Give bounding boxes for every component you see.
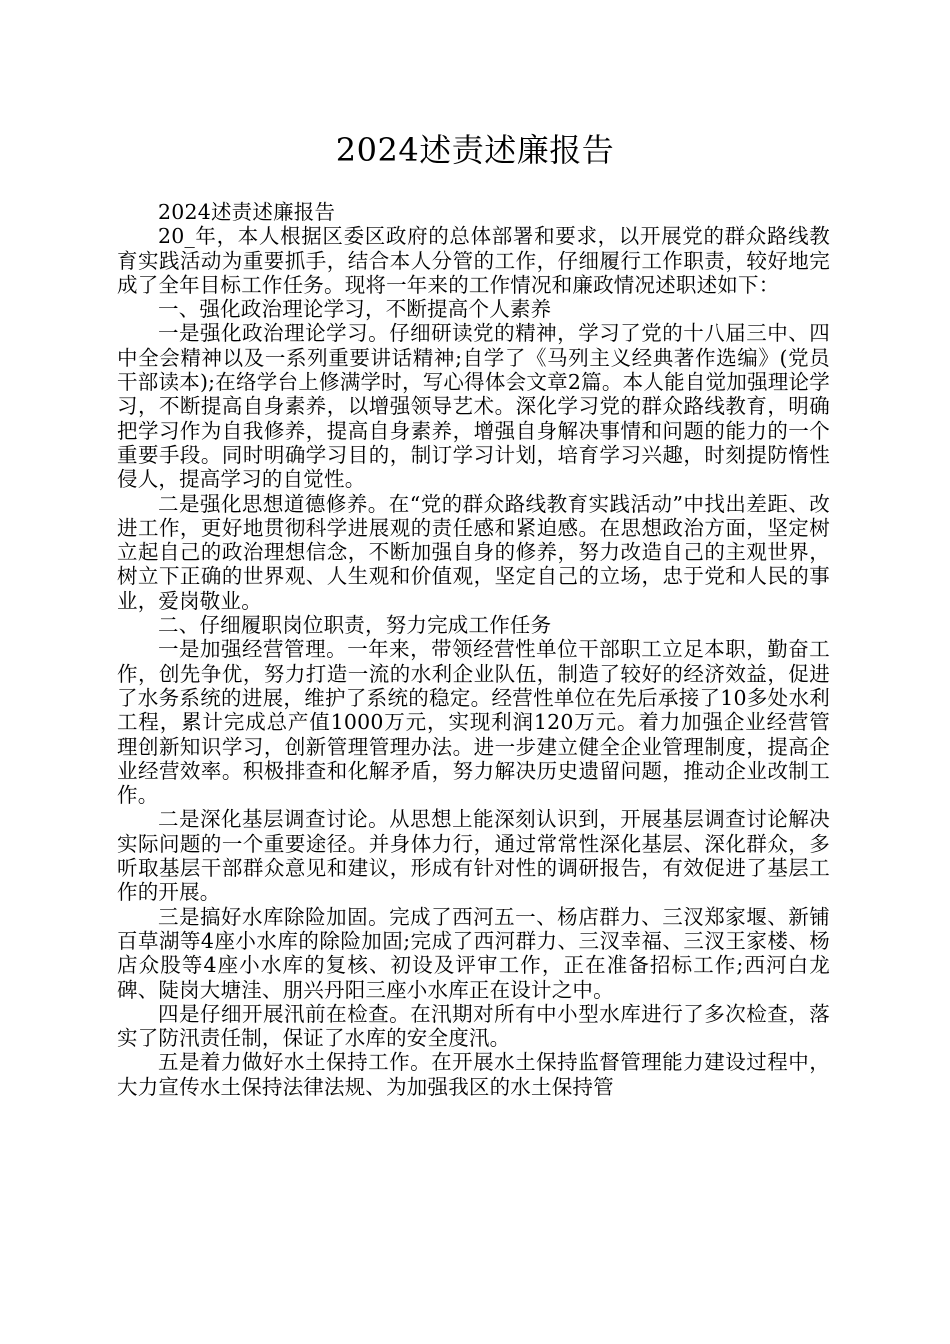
document-body — [117, 200, 830, 1099]
document-title: 2024述责述廉报告 — [335, 131, 615, 169]
paragraph: 一是强化政治理论学习。仔细研读党的精神，学习了党的十八届三中、四中全会精神以及一系列重要讲话精神;自学了《马列主义经典著作选编》(党员干部读本);在络学台上修满学时，写心得体会文章2篇。本人能自觉加强理论学习，不断提高自身素养，以增强领导艺术。深化学习党的群众路线教育，明确把学习作为自我修养，提高自身素养，增强自身解决事情和问题的能力的一个重要手段。同时明确学习目的，制订学习计划，培育学习兴趣，时刻提防惰性侵人，提高学习的自觉性。 — [117, 321, 830, 492]
section-heading-1: 一、强化政治理论学习，不断提高个人素养 — [158, 297, 552, 322]
paragraph: 一是加强经营管理。一年来，带领经营性单位干部职工立足本职，勤奋工作，创先争优，努力打造一流的水利企业队伍，制造了较好的经济效益，促进了水务系统的进展，维护了系统的稳定。经营性单位在先后承接了10多处水利工程，累计完成总产值1000万元，实现利润120万元。着力加强企业经营管理创新知识学习，创新管理管理办法。进一步建立健全企业管理制度，提高企业经营效率。积极排查和化解矛盾，努力解决历史遗留问题，推动企业改制工作。 — [117, 637, 830, 808]
paragraph: 五是着力做好水土保持工作。在开展水土保持监督管理能力建设过程中，大力宣传水土保持法律法规、为加强我区的水土保持管 — [117, 1050, 830, 1099]
section-heading-2: 二、仔细履职岗位职责，努力完成工作任务 — [158, 613, 552, 638]
paragraph: 二是深化基层调查讨论。从思想上能深刻认识到，开展基层调查讨论解决实际问题的一个重要途径。并身体力行，通过常常性深化基层、深化群众，多听取基层干部群众意见和建议，形成有针对性的调研报告，有效促进了基层工作的开展。 — [117, 807, 830, 905]
paragraph: 三是搞好水库除险加固。完成了西河五一、杨店群力、三汊郑家堰、新铺百草湖等4座小水库的除险加固;完成了西河群力、三汊幸福、三汊王家楼、杨店众股等4座小水库的复核、初设及评审工作，正在准备招标工作;西河白龙碑、陡岗大塘洼、朋兴丹阳三座小水库正在设计之中。 — [117, 904, 830, 1002]
paragraph: 二是强化思想道德修养。在“党的群众路线教育实践活动”中找出差距、改进工作，更好地贯彻科学进展观的责任感和紧迫感。在思想政治方面，坚定树立起自己的政治理想信念，不断加强自身的修养，努力改造自己的主观世界，树立下正确的世界观、人生观和价值观，坚定自己的立场，忠于党和人民的事业，爱岗敬业。 — [117, 491, 830, 613]
paragraph-subtitle: 2024述责述廉报告 — [158, 200, 336, 224]
paragraph-intro: 20_年，本人根据区委区政府的总体部署和要求，以开展党的群众路线教育实践活动为重要抓手，结合本人分管的工作，仔细履行工作职责，较好地完成了全年目标工作任务。现将一年来的工作情况和廉政情况述职述如下： — [117, 224, 830, 297]
paragraph: 四是仔细开展汛前在检查。在汛期对所有中小型水库进行了多次检查，落实了防汛责任制，保证了水库的安全度汛。 — [117, 1001, 830, 1051]
